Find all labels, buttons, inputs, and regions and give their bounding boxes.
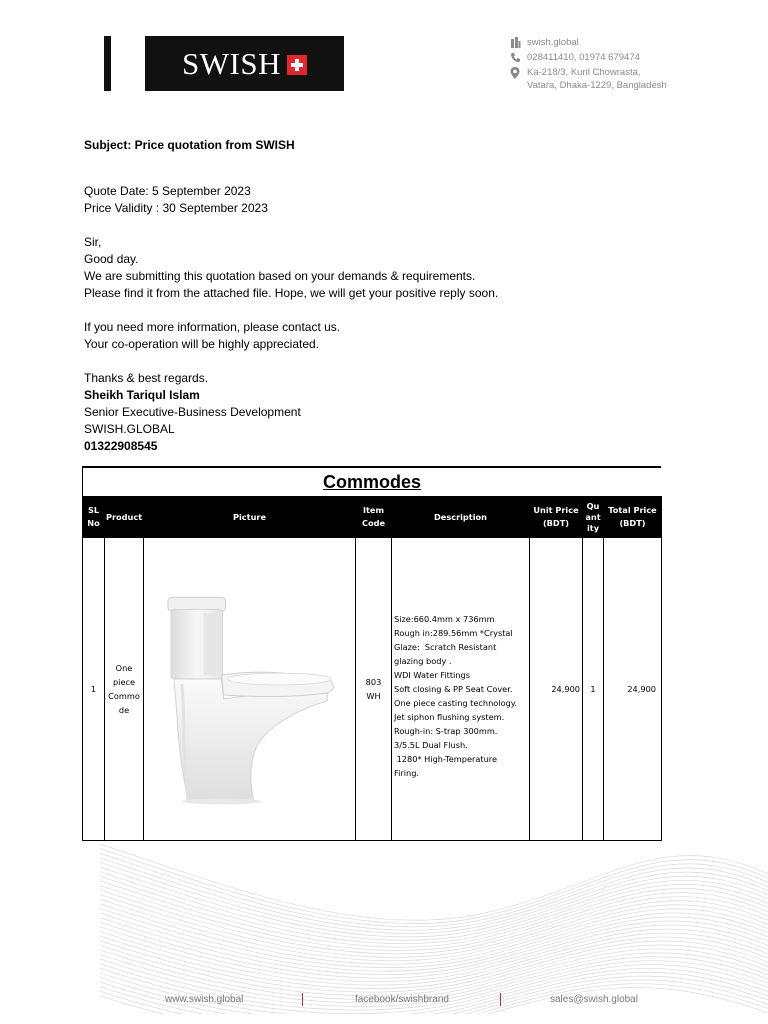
quote-date: Quote Date: 5 September 2023 xyxy=(84,184,251,198)
signer-phone: 01322908545 xyxy=(84,439,158,453)
body-paragraph-1: We are submitting this quotation based on your demands & requirements. xyxy=(84,269,476,283)
footer-separator xyxy=(302,993,303,1006)
header-description: Description xyxy=(392,497,530,538)
body-paragraph-2: Please find it from the attached file. Hope, we will get your positive reply soon. xyxy=(84,286,499,300)
subject-line: Subject: Price quotation from SWISH xyxy=(84,138,295,152)
cell-picture xyxy=(144,538,356,841)
footer-separator xyxy=(500,993,501,1006)
desc-line: Rough in:289.56mm *Crystal xyxy=(394,628,513,638)
footer-email[interactable]: sales@swish.global xyxy=(550,994,638,1005)
location-pin-icon xyxy=(508,66,522,79)
quotation-table-section xyxy=(82,466,661,841)
desc-line: WDI Water Fittings xyxy=(394,670,470,680)
quotation-table xyxy=(82,496,662,841)
logo-accent-bar xyxy=(104,36,111,91)
desc-line: Jet siphon flushing system. xyxy=(394,712,505,722)
header-unit-price: Unit Price (BDT) xyxy=(530,497,583,538)
table-header-row xyxy=(83,497,662,538)
wave-line xyxy=(100,941,768,993)
header-quantity: Qu ant ity xyxy=(583,497,604,538)
address-line-1: Ka-218/3, Kuril Chowrasta, xyxy=(527,67,641,78)
building-icon xyxy=(508,36,522,48)
wave-line xyxy=(100,853,768,927)
table-title-text: Commodes xyxy=(322,472,421,492)
contact-website[interactable]: swish.global xyxy=(527,37,579,48)
cell-unit-price: 24,900 xyxy=(530,538,583,841)
desc-line: Firing. xyxy=(394,768,420,778)
cell-product: One piece Commo de xyxy=(105,538,144,841)
header-picture: Picture xyxy=(144,497,356,538)
header-item-code: Item Code xyxy=(356,497,392,538)
desc-line: Glaze: Scratch Resistant xyxy=(394,642,497,652)
contact-address-row xyxy=(508,66,748,92)
header-sl: SL No xyxy=(83,497,105,538)
footer-website[interactable]: www.swish.global xyxy=(165,994,244,1005)
header-total-price: Total Price (BDT) xyxy=(604,497,662,538)
cell-item-code: 803 WH xyxy=(356,538,392,841)
cell-description xyxy=(392,538,530,841)
salutation: Sir, xyxy=(84,235,102,249)
closing: Thanks & best regards. xyxy=(84,371,209,385)
desc-line: 3/5.5L Dual Flush. xyxy=(394,740,468,750)
header-product: Product xyxy=(105,497,144,538)
desc-line: Rough-in: S-trap 300mm. xyxy=(394,726,498,736)
contact-address xyxy=(527,66,667,92)
desc-line: 1280* High-Temperature xyxy=(394,754,498,764)
greeting: Good day. xyxy=(84,252,139,266)
desc-line: glazing body . xyxy=(394,656,452,666)
table-row xyxy=(83,538,662,841)
brand-name: SWISH xyxy=(182,46,281,81)
commode-image xyxy=(144,539,355,839)
cell-quantity: 1 xyxy=(583,538,604,841)
price-validity: Price Validity : 30 September 2023 xyxy=(84,201,268,215)
footer-facebook[interactable]: facebook/swishbrand xyxy=(355,994,449,1005)
contact-website-row xyxy=(508,36,748,49)
desc-line: One piece casting technology. xyxy=(394,698,518,708)
brand-logo xyxy=(145,36,344,91)
signer-title: Senior Executive-Business Development xyxy=(84,405,301,419)
desc-line: Soft closing & PP Seat Cover. xyxy=(394,684,513,694)
body-paragraph-4: Your co-operation will be highly appreciated. xyxy=(84,337,320,351)
cell-total-price: 24,900 xyxy=(604,538,662,841)
cell-sl: 1 xyxy=(83,538,105,841)
decorative-wave-pattern xyxy=(100,838,768,1014)
table-title xyxy=(82,466,661,496)
address-line-2: Vatara, Dhaka-1229, Bangladesh xyxy=(527,80,667,91)
contact-phone-row xyxy=(508,51,748,64)
desc-line: Size:660.4mm x 736mm xyxy=(394,614,495,624)
letter-body xyxy=(84,137,684,455)
signer-company: SWISH.GLOBAL xyxy=(84,422,175,436)
body-paragraph-3: If you need more information, please contact us. xyxy=(84,320,341,334)
phone-icon xyxy=(508,51,522,63)
page-footer xyxy=(0,992,768,1010)
signer-name: Sheikh Tariqul Islam xyxy=(84,388,200,402)
contact-block xyxy=(508,36,748,94)
contact-phones: 028411410, 01974 679474 xyxy=(527,52,640,63)
swiss-cross-icon xyxy=(287,55,307,75)
